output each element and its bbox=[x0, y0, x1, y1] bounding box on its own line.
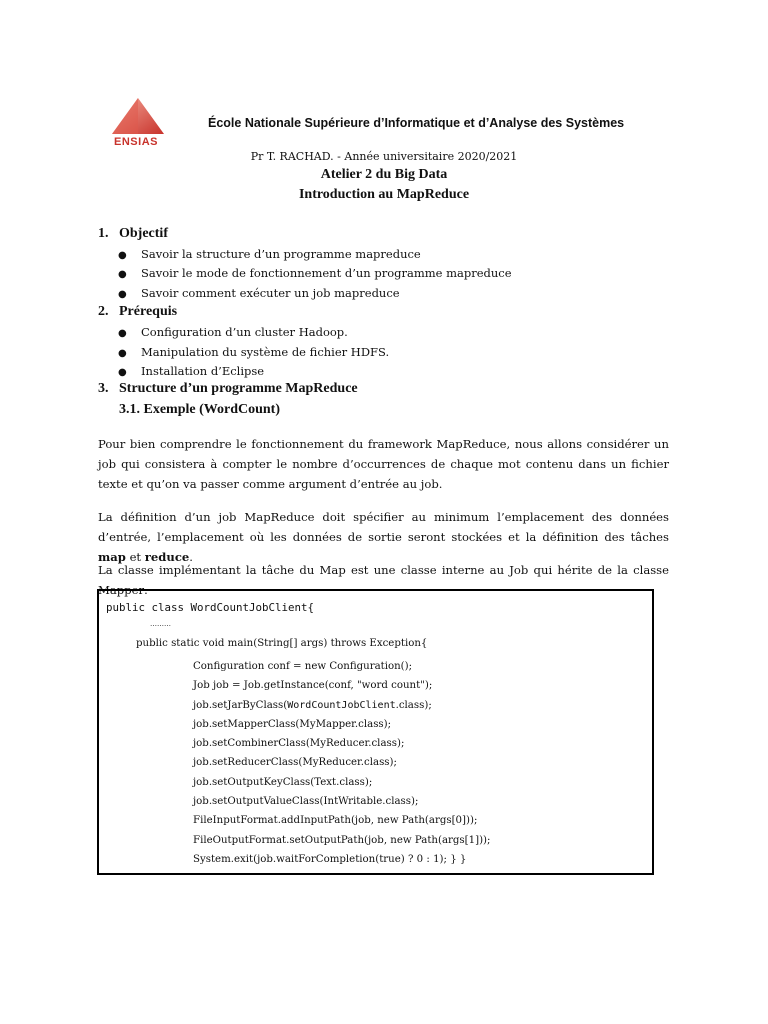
code-line: job.setCombinerClass(MyReducer.class); bbox=[193, 738, 405, 750]
bullet-icon: ● bbox=[118, 289, 127, 300]
list-item-text: Savoir la structure d’un programme mapreduce bbox=[141, 247, 421, 261]
bullet-icon: ● bbox=[118, 348, 127, 359]
bullet-icon: ● bbox=[118, 328, 127, 339]
code-line: Job job = Job.getInstance(conf, "word count"); bbox=[193, 680, 433, 692]
bullet-icon: ● bbox=[118, 250, 127, 261]
section-prerequis bbox=[98, 304, 177, 320]
list-item bbox=[118, 325, 348, 339]
code-line: FileInputFormat.addInputPath(job, new Path(args[0])); bbox=[193, 815, 478, 827]
section-objectif bbox=[98, 226, 168, 242]
list-item-text: Savoir le mode de fonctionnement d’un programme mapreduce bbox=[141, 266, 512, 280]
code-line: job.setJarByClass(WordCountJobClient.class); bbox=[193, 699, 432, 711]
code-line: System.exit(job.waitForCompletion(true) ? 0 : 1); } } bbox=[193, 853, 467, 865]
document-title: Atelier 2 du Big Data bbox=[320, 167, 448, 182]
document-subtitle: Introduction au MapReduce bbox=[298, 187, 470, 202]
list-item bbox=[118, 266, 512, 280]
list-item bbox=[118, 286, 400, 300]
code-line: FileOutputFormat.setOutputPath(job, new Path(args[1])); bbox=[193, 834, 491, 846]
section-number: 2. bbox=[98, 304, 109, 319]
code-line: Configuration conf = new Configuration(); bbox=[193, 661, 413, 672]
section-title: Objectif bbox=[119, 226, 168, 241]
code-class-declaration: public class WordCountJobClient{ bbox=[106, 601, 315, 614]
list-item bbox=[118, 345, 389, 359]
code-line: job.setOutputValueClass(IntWritable.class); bbox=[193, 796, 419, 808]
code-main-method: public static void main(String[] args) throws Exception{ bbox=[136, 638, 428, 649]
code-line: job.setOutputKeyClass(Text.class); bbox=[193, 776, 373, 788]
list-item bbox=[118, 247, 421, 261]
list-item-text: Savoir comment exécuter un job mapreduce bbox=[141, 286, 400, 300]
section-title: Structure d’un programme MapReduce bbox=[119, 381, 358, 396]
code-ellipsis: ……… bbox=[150, 620, 171, 628]
paragraph-definition: La définition d’un job MapReduce doit spécifier au minimum l’emplacement des données d’entrée, l’emplacement où les données de sortie seront stockées et la définition des tâches map et reduce. bbox=[98, 510, 669, 564]
section-number: 3. bbox=[98, 381, 109, 396]
code-lines bbox=[193, 657, 490, 869]
logo-text: ENSIAS bbox=[114, 136, 158, 148]
bullet-icon: ● bbox=[118, 367, 127, 378]
paragraph-intro: Pour bien comprendre le fonctionnement du framework MapReduce, nous allons considérer un job qui consistera à compter le nombre d’occurrences de chaque mot contenu dans un fichier texte et qu’on va passer comme argument d’entrée au job. bbox=[98, 437, 669, 491]
list-item-text: Configuration d’un cluster Hadoop. bbox=[141, 325, 348, 339]
author-line: Pr T. RACHAD. - Année universitaire 2020/2021 bbox=[250, 150, 518, 163]
list-item-text: Manipulation du système de fichier HDFS. bbox=[141, 345, 390, 359]
paragraph-mapper: La classe implémentant la tâche du Map est une classe interne au Job qui hérite de la classe Mapper: bbox=[98, 563, 669, 597]
list-item-text: Installation d’Eclipse bbox=[141, 364, 265, 378]
list-item bbox=[118, 364, 264, 378]
section-structure bbox=[98, 381, 358, 397]
school-name: École Nationale Supérieure d’Informatique et d’Analyse des Systèmes bbox=[208, 116, 625, 130]
code-line: job.setReducerClass(MyReducer.class); bbox=[193, 757, 397, 769]
bullet-icon: ● bbox=[118, 269, 127, 280]
section-number: 1. bbox=[98, 226, 109, 241]
code-line: job.setMapperClass(MyMapper.class); bbox=[193, 718, 392, 730]
section-title: Prérequis bbox=[119, 304, 178, 319]
subsection-title: 3.1. Exemple (WordCount) bbox=[119, 402, 280, 417]
